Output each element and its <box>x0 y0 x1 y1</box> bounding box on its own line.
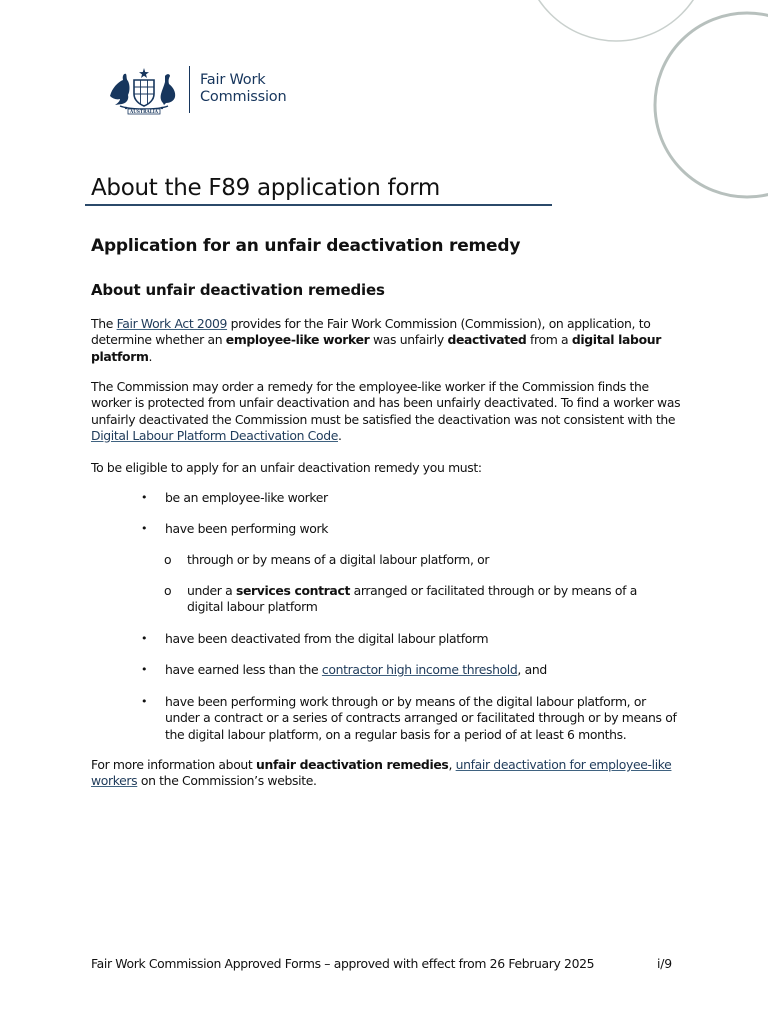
sub-bullet-icon: o <box>164 583 172 598</box>
text-span: provides for the Fair Work Commission (Commission), on application, to determine whether an <box>91 316 651 348</box>
sub-bullet-icon: o <box>164 552 172 567</box>
bold-term: deactivated <box>447 332 527 348</box>
fair-work-commission-logo[interactable] <box>106 64 296 116</box>
text-span: arranged or facilitated through or by means of a digital labour platform <box>187 583 637 615</box>
logo-text-line1: Fair Work <box>200 72 266 88</box>
logo-divider <box>189 66 190 113</box>
bullet-icon: • <box>141 695 148 708</box>
bullet-icon: • <box>141 632 148 645</box>
bullet-icon: • <box>141 522 148 535</box>
bold-term: digital labour platform <box>91 332 661 364</box>
title-underline <box>85 204 552 206</box>
text-span: . <box>148 348 153 364</box>
text-span: on the Commission’s website. <box>137 773 317 789</box>
intro-paragraph <box>91 316 681 365</box>
bold-term: employee-like worker <box>225 332 370 348</box>
footer-approval-note: Fair Work Commission Approved Forms – approved with effect from 26 February 2025 <box>91 956 595 971</box>
text-span: was unfairly <box>369 332 448 348</box>
bullet-icon: • <box>141 491 148 504</box>
deactivation-code-link[interactable]: Digital Labour Platform Deactivation Code <box>91 427 338 443</box>
sub-list-item-text: through or by means of a digital labour platform, or <box>187 552 490 567</box>
svg-text:AUSTRALIA: AUSTRALIA <box>130 109 158 115</box>
list-item-text: have been performing work <box>165 521 329 536</box>
heading-application: Application for an unfair deactivation remedy <box>91 236 521 256</box>
list-item-text: be an employee-like worker <box>165 490 328 505</box>
bold-term: unfair deactivation remedies <box>256 757 449 772</box>
decorative-circle-small <box>523 0 709 41</box>
text-span: have earned less than the <box>165 662 322 677</box>
text-span: The Commission may order a remedy for the employee-like worker if the Commission finds the worker is protected from unfair deactivation and has been unfairly deactivated. To find a worker was unfairly deactivated the Commission must be satisfied the deactivation was not consistent with the <box>91 379 681 427</box>
heading-about-remedies: About unfair deactivation remedies <box>91 281 385 299</box>
bold-term: services contract <box>235 583 351 598</box>
list-item-text: have been deactivated from the digital labour platform <box>165 631 489 646</box>
logo-text-line2: Commission <box>200 89 287 105</box>
page-number: i/9 <box>657 956 672 971</box>
decorative-circle-large <box>655 13 768 197</box>
page-title: About the F89 application form <box>91 175 440 201</box>
text-span: For more information about <box>91 757 257 772</box>
sub-list-item-text <box>187 583 662 616</box>
text-span: , <box>448 757 456 772</box>
eligibility-intro: To be eligible to apply for an unfair deactivation remedy you must: <box>91 460 482 475</box>
list-item-text <box>165 662 680 678</box>
logo-wordmark <box>200 72 286 106</box>
coat-of-arms-icon <box>106 64 182 116</box>
income-threshold-link[interactable]: contractor high income threshold <box>321 662 518 677</box>
text-span: under a <box>187 583 236 598</box>
text-span: , and <box>517 662 547 677</box>
text-span: . <box>338 427 342 443</box>
employee-like-workers-link[interactable]: unfair deactivation for employee-like workers <box>91 757 672 789</box>
text-span: The <box>91 316 117 331</box>
list-item-text: have been performing work through or by means of the digital labour platform, or under a contract or a series of contracts arranged or facilitated through or by means of the digital labour platform, on a regular basis for a period of at least 6 months. <box>165 694 677 742</box>
remedy-paragraph <box>91 379 681 444</box>
fair-work-act-link[interactable]: Fair Work Act 2009 <box>116 316 228 331</box>
text-span: from a <box>526 332 572 348</box>
bullet-icon: • <box>141 663 148 676</box>
more-info-paragraph <box>91 757 681 790</box>
